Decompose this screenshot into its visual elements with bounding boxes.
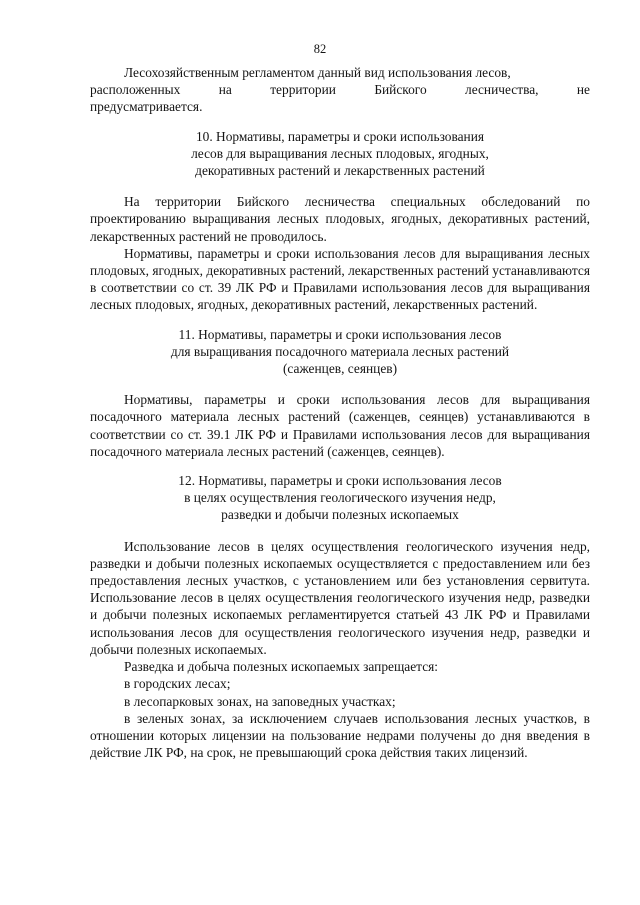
section-12-paragraph-2: Разведка и добыча полезных ископаемых запрещается:	[124, 659, 439, 675]
section-10-heading-line-1: 10. Нормативы, параметры и сроки использования	[195, 128, 485, 144]
section-12-heading-line-3: разведки и добычи полезных ископаемых	[221, 507, 459, 523]
intro-line-3: предусматривается.	[90, 99, 203, 115]
section-12-paragraph-1: Использование лесов в целях осуществления геологического изучения недр, разведки и добычи полезных ископаемых осуществляется с предоставлением или без предоставления лесных участков, с установлением или без установления сервитута. Использование лесов в целях осуществления геологического изучения недр, разведки и добычи полезных ископаемых регламентируется статьей 43 ЛК РФ и Правилами использования лесов для осуществления геологического изучения недр, разведки и добычи полезных ископаемых.	[90, 538, 590, 657]
page-content	[90, 64, 590, 761]
section-11-paragraph-1: Нормативы, параметры и сроки использования лесов для выращивания посадочного материала лесных растений (саженцев, сеянцев) устанавливаются в соответствии со ст. 39.1 ЛК РФ и Правилами использования лесов для выращивания посадочного материала лесных растений (саженцев, сеянцев).	[90, 392, 590, 459]
list-item-green-zones: в зеленых зонах, за исключением случаев использования лесных участков, в отношении которых лицензии на пользование недрами получены до дня введения в действие ЛК РФ, на срок, не превышающий срока действия таких лицензий.	[90, 710, 590, 761]
section-10-paragraph-1: На территории Бийского лесничества специальных обследований по проектированию выращивания лесных плодовых, ягодных, декоративных растений, лекарственных растений не проводилось.	[90, 194, 590, 244]
list-item-urban-forests: в городских лесах;	[124, 676, 231, 692]
section-11-heading-line-2: для выращивания посадочного материала лесных растений	[170, 343, 510, 359]
section-11-heading-line-3: (саженцев, сеянцев)	[282, 361, 398, 377]
section-10-paragraph-2: Нормативы, параметры и сроки использования лесов для выращивания лесных плодовых, ягодных, декоративных растений, лекарственных растений устанавливаются в соответствии со ст. 39 ЛК РФ и Правилами использования лесов для выращивания лесных плодовых, ягодных, декоративных растений, лекарственных растений.	[90, 245, 590, 313]
section-12-heading-line-2: в целях осуществления геологического изучения недр,	[184, 490, 496, 506]
section-10-heading-line-3: декоративных растений и лекарственных растений	[195, 163, 485, 179]
intro-line-2: расположенных на территории Бийского лесничества, не	[90, 82, 590, 98]
page-number: 82	[313, 42, 327, 56]
intro-line-1: Лесохозяйственным регламентом данный вид использования лесов,	[124, 65, 511, 80]
list-item-forest-park-zones: в лесопарковых зонах, на заповедных участках;	[124, 693, 396, 709]
section-12-heading-line-1: 12. Нормативы, параметры и сроки использования лесов	[178, 473, 502, 489]
section-10-heading-line-2: лесов для выращивания лесных плодовых, ягодных,	[191, 145, 489, 161]
section-11-heading-line-1: 11. Нормативы, параметры и сроки использования лесов	[178, 326, 502, 342]
